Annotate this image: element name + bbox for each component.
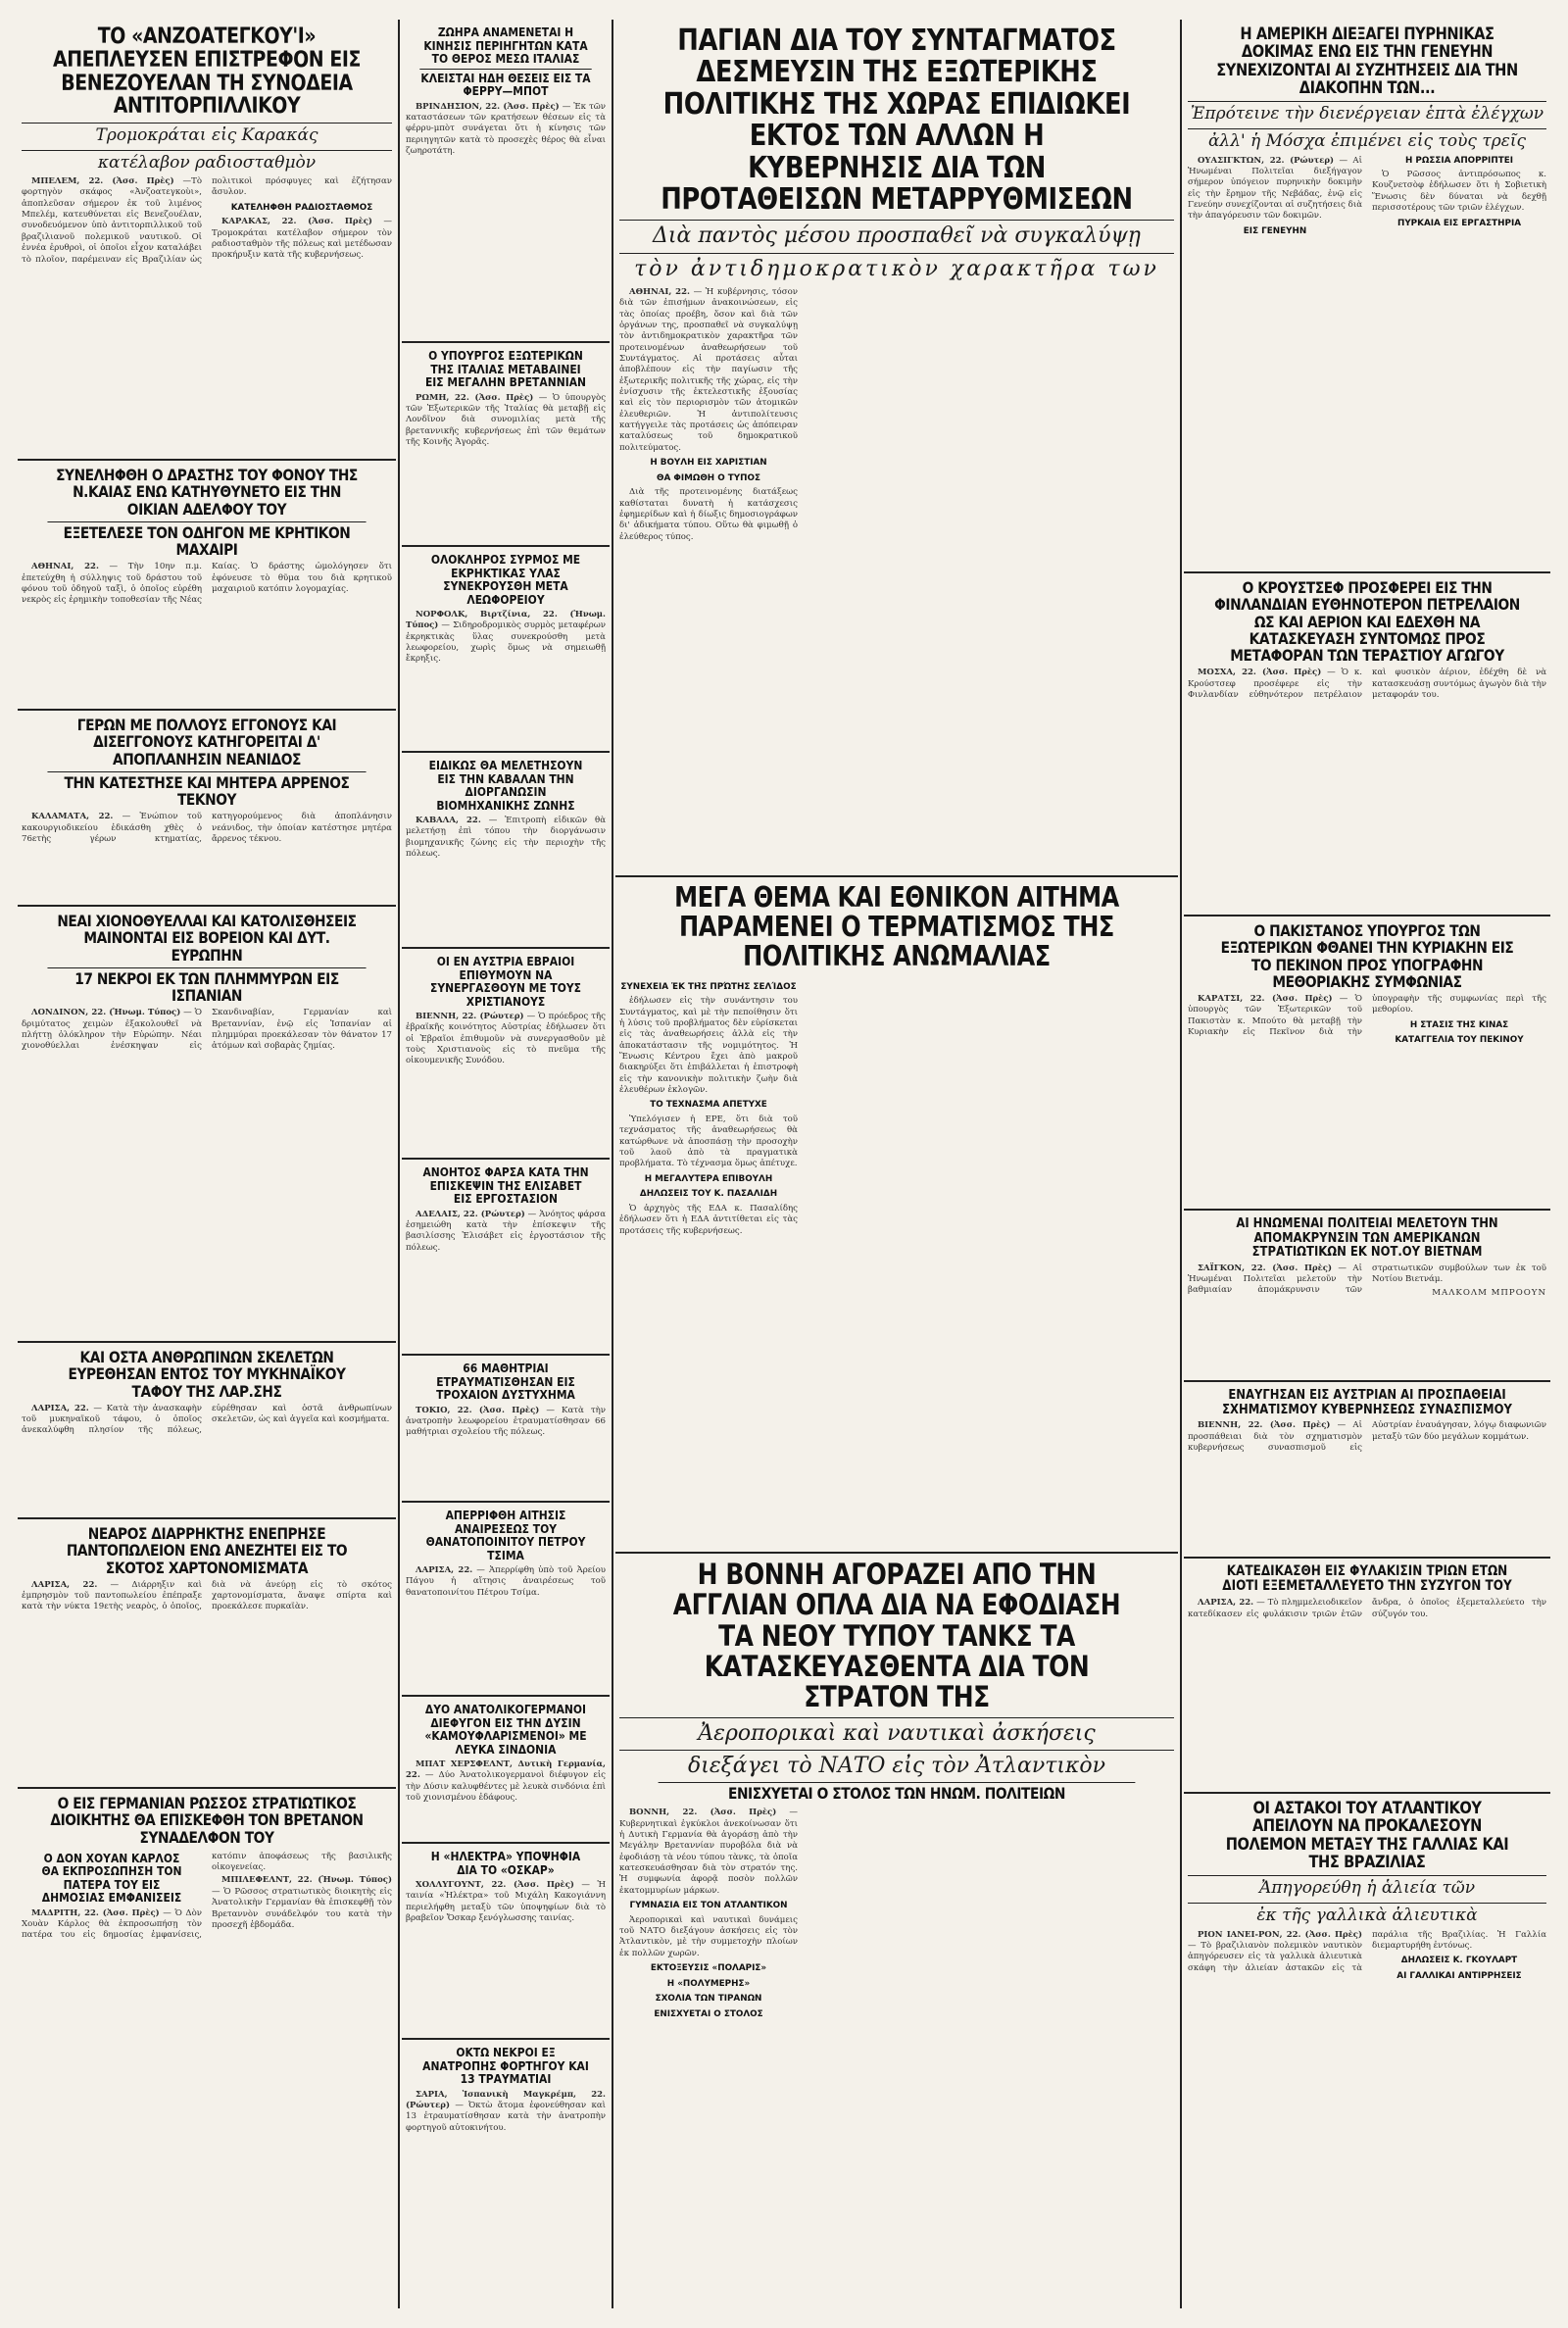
article-explosives — [402, 547, 610, 753]
article-tsima — [402, 1503, 610, 1697]
column-rule — [1180, 20, 1182, 2308]
article-body — [22, 1852, 392, 1942]
headline: ΖΩΗΡΑ ΑΝΑΜΕΝΕΤΑΙ Η ΚΙΝΗΣΙΣ ΠΕΡΙΗΓΗΤΩΝ ΚΑΤΑ ΤΟ ΘΕΡΟΣ ΜΕΣΩ ΙΤΑΛΙΑΣ — [423, 25, 588, 66]
article-body — [406, 1012, 606, 1067]
section-subhead: ΓΥΜΝΑΣΙΑ ΕΙΣ ΤΟΝ ΑΤΛΑΝΤΙΚΟΝ — [629, 1901, 788, 1911]
article-electra — [402, 1844, 610, 2040]
article-body — [619, 978, 1174, 1554]
dateline: ΣΑΡΙΑ, Ἰσπανικὴ Μαγκρέμπ, 22. (Ρώυτερ) — [406, 2089, 606, 2110]
article-body — [1188, 156, 1546, 238]
subheadline: ΚΛΕΙΣΤΑΙ ΗΔΗ ΘΕΣΕΙΣ ΕΙΣ ΤΑ ΦΕΡΡΥ—ΜΠΟΤ — [420, 70, 591, 98]
headline: ΑΠΕΡΡΙΦΘΗ ΑΙΤΗΣΙΣ ΑΝΑΙΡΕΣΕΩΣ ΤΟΥ ΘΑΝΑΤΟΠΟΙΝΙΤΟΥ ΠΕΤΡΟΥ ΤΣΙΜΑ — [425, 1508, 586, 1562]
article-body — [406, 816, 606, 860]
headline: Η «ΗΛΕΚΤΡΑ» ΥΠΟΨΗΦΙΑ ΔΙΑ ΤΟ «ΟΣΚΑΡ» — [430, 1849, 581, 1877]
article-body — [1188, 1420, 1546, 1454]
dateline: ΝΟΡΦΟΛΚ, Βιρτζίνια, 22. (Ἡνωμ. Τύπος) — [406, 610, 606, 631]
left-column — [18, 20, 396, 2308]
article-text: —Τρομοκράται κατέλαβον σήμερον τὸν ραδιοσταθμὸν τῆς πόλεως καὶ μετέδωσαν προκήρυξιν κατὰ τῆς κυβερνήσεως. — [212, 217, 392, 261]
article-body — [406, 393, 606, 449]
article-text: — Ὁ Ρῶσσος στρατιωτικὸς διοικητὴς εἰς Ἀνατολικὴν Γερμανίαν θὰ ἐπισκεφθῇ τὸν Βρεταννὸν συνάδελφόν του κατὰ τὴν προσεχῆ ἑβδομάδα. — [212, 1886, 392, 1930]
dateline: ΤΟΚΙΟ, 22. (Ἀσσ. Πρὲς) — [416, 1405, 540, 1415]
article-text: — Ἐνώπιον τοῦ κακουργιοδικείου ἐδικάσθη χθὲς ὁ 76ετὴς γέρων κτηματίας, κατηγορούμενος διὰ ἀποπλάνησιν νεάνιδος, τὴν ὁποίαν κατέστησε μητέρα ἄρρενος τέκνου. — [22, 812, 392, 845]
headline: Ο ΚΡΟΥΣΤΣΕΦ ΠΡΟΣΦΕΡΕΙ ΕΙΣ ΤΗΝ ΦΙΝΛΑΝΔΙΑΝ ΕΥΘΗΝΟΤΕΡΟΝ ΠΕΤΡΕΛΑΙΟΝ ΩΣ ΚΑΙ ΑΕΡΙΟΝ ΚΑΙ ΕΔΕΧΘΗ ΝΑ ΚΑΤΑΣΚΕΥΑΣΗ ΣΥΝΤΟΜΩΣ ΠΡΟΣ ΜΕΤΑΦΟΡΑΝ ΤΩΝ ΤΕΡΑΣΤΙΟΥ ΑΓΩΓΟΥ — [1214, 578, 1520, 666]
section-subhead: Η ΣΤΑΣΙΣ ΤΗΣ ΚΙΝΑΣ — [1409, 1019, 1509, 1030]
article-text: — Τὸ πλημμελειοδικεῖον κατεδίκασεν εἰς φυλάκισιν τριῶν ἐτῶν ἄνδρα, ὁ ὁποῖος ἐξεμεταλλεύετο τὴν σύζυγόν του. — [1188, 1598, 1546, 1619]
section-subhead: Η «ΠΟΛΥΜΕΡΗΣ» — [666, 1978, 751, 1989]
section-subhead: ΚΑΤΕΛΗΦΘΗ ΡΑΔΙΟΣΤΑΘΜΟΣ — [230, 202, 373, 213]
headline: Η ΑΜΕΡΙΚΗ ΔΙΕΞΑΓΕΙ ΠΥΡΗΝΙΚΑΣ ΔΟΚΙΜΑΣ ΕΝΩ ΕΙΣ ΤΗΝ ΓΕΝΕΥΗΝ ΣΥΝΕΧΙΖΟΝΤΑΙ ΑΙ ΣΥΖΗΤΗΣΕΙΣ ΔΙΑ ΤΗΝ ΔΙΑΚΟΠΗΝ ΤΩΝ... — [1216, 25, 1518, 99]
article-text: Διὰ τῆς προτεινομένης διατάξεως καθίσταται δυνατὴ ἡ κατάσχεσις ἐφημερίδων καὶ ἡ δίωξις δημοσιογράφων δι' ἀδικήματα τύπου. Οὕτω θὰ φιμωθῇ ὁ ἐλεύθερος τύπος. — [619, 487, 798, 542]
headline: ΑΝΟΗΤΟΣ ΦΑΡΣΑ ΚΑΤΑ ΤΗΝ ΕΠΙΣΚΕΨΙΝ ΤΗΣ ΕΛΙΣΑΒΕΤ ΕΙΣ ΕΡΓΟΣΤΑΣΙΟΝ — [422, 1164, 589, 1206]
article-text: — Διάρρηξιν καὶ ἐμπρησμὸν τοῦ παντοπωλείου ἐπέπραξε κατὰ τὴν νύκτα 19ετὴς νεαρὸς, ὁ ὁποῖος, διὰ νὰ ἀνεύρῃ εἰς τὸ σκότος χαρτονομίσματα, ἄναψε σπίρτα καὶ προεκάλεσε πυρκαϊὰν. — [22, 1579, 392, 1612]
article-text: — Ὁ ὑπουργὸς τῶν Ἐξωτερικῶν τῆς Ἰταλίας θὰ μεταβῇ εἰς Λονδῖνον διὰ συνομιλίας μετὰ τῆς βρεταννικῆς κυβερνήσεως ἐπὶ τῶν θεμάτων τῆς Κοινῆς Ἀγορᾶς. — [406, 392, 607, 447]
article-text: — Ἐκ τῶν καταστάσεων τῶν κρατήσεων θέσεων εἰς τὰ φέρρυ-μπὸτ συνάγεται ὅτι ἡ κίνησις τῶν περιηγητῶν κατὰ τὸ προσεχὲς θέρος θὰ εἶναι ζωηροτάτη. — [406, 101, 607, 156]
section-subhead: ΑΙ ΓΑΛΛΙΚΑΙ ΑΝΤΙΡΡΗΣΕΙΣ — [1396, 1970, 1522, 1981]
section-subhead: ΤΟ ΤΕΧΝΑΣΜΑ ΑΠΕΤΥΧΕ — [650, 1100, 767, 1111]
subheadline: κατέλαβον ραδιοσταθμὸν — [22, 150, 392, 173]
inner-headline: Ο ΔΟΝ ΧΟΥΑΝ ΚΑΡΛΟΣ ΘΑ ΕΚΠΡΟΣΩΠΗΣΗ ΤΟΝ ΠΑΤΕΡΑ ΤΟΥ ΕΙΣ ΔΗΜΟΣΙΑΣ ΕΜΦΑΝΙΣΕΙΣ — [41, 1850, 182, 1906]
article-italy-minister — [402, 343, 610, 547]
subheadline: Ἀεροπορικαὶ καὶ ναυτικαὶ ἀσκήσεις — [619, 1717, 1174, 1746]
headline: Η ΒΟΝΝΗ ΑΓΟΡΑΖΕΙ ΑΠΟ ΤΗΝ ΑΓΓΛΙΑΝ ΟΠΛΑ ΔΙΑ ΝΑ ΕΦΟΔΙΑΣΗ ΤΑ ΝΕΟΥ ΤΥΠΟΥ ΤΑΝΚΣ ΤΑ ΚΑΤΑΣΚΕΥΑΣΘΕΝΤΑ ΔΙΑ ΤΟΝ ΣΤΡΑΤΟΝ ΤΗΣ — [672, 1558, 1121, 1714]
dateline: ΚΑΒΑΛΑ, 22. — [416, 816, 481, 825]
column-rule — [612, 20, 613, 2308]
article-farce — [402, 1160, 610, 1356]
dateline: ΚΑΡΑΚΑΣ, 22. (Ἀσσ. Πρὲς) — [221, 217, 372, 227]
headline: Ο ΠΑΚΙΣΤΑΝΟΣ ΥΠΟΥΡΓΟΣ ΤΩΝ ΕΞΩΤΕΡΙΚΩΝ ΦΘΑΝΕΙ ΤΗΝ ΚΥΡΙΑΚΗΝ ΕΙΣ ΤΟ ΠΕΚΙΝΟΝ ΠΡΟΣ ΥΠΟΓΡΑΦΗΝ ΜΕΘΟΡΙΑΚΗΣ ΣΥΜΦΩΝΙΑΣ — [1220, 921, 1514, 991]
headline: ΝΕΑΙ ΧΙΟΝΟΘΥΕΛΛΑΙ ΚΑΙ ΚΑΤΟΛΙΣΘΗΣΕΙΣ ΜΑΙΝΟΝΤΑΙ ΕΙΣ ΒΟΡΕΙΟΝ ΚΑΙ ΔΥΤ. ΕΥΡΩΠΗΝ — [57, 912, 357, 965]
article-text: — Αἱ Ἡνωμέναι Πολιτεῖαι μελετοῦν τὴν βαθμιαίαν ἀπομάκρυνσιν τῶν στρατιωτικῶν συμβούλων των ἐκ τοῦ Νοτίου Βιετνάμ. — [1188, 1263, 1546, 1296]
article-text: — Ἡ ταινία «Ἠλέκτρα» τοῦ Μιχάλη Κακογιάννη περιελήφθη μεταξὺ τῶν ὑποψηφίων διὰ τὸ βραβεῖον Ὄσκαρ ξενόγλωσσης ταινίας. — [406, 1880, 607, 1924]
article-text: — Ὁ πρόεδρος τῆς ἑβραϊκῆς κοινότητος Αὐστρίας ἐδήλωσεν ὅτι οἱ Ἑβραῖοι ἐπιθυμοῦν νὰ συνεργασθοῦν μὲ τοὺς Χριστιανοὺς εἰς τὸ πνεῦμα τῆς οἰκουμενικῆς Συνόδου. — [406, 1012, 606, 1066]
dateline: ΒΙΕΝΝΗ, 22. (Ρώυτερ) — [416, 1012, 524, 1021]
article-body — [1188, 1263, 1546, 1300]
article-text: — Ὁ Δὸν Χουὰν Κάρλος θὰ ἐκπροσωπήσῃ τὸν πατέρα του εἰς δημοσίας ἐμφανίσεις, κατόπιν ἀποφάσεως τῆς βασιλικῆς οἰκογενείας. — [22, 1851, 392, 1941]
article-body — [22, 1404, 392, 1437]
dateline: ΑΘΗΝΑΙ, 22. — [31, 562, 99, 572]
headline: ΚΑΤΕΔΙΚΑΣΘΗ ΕΙΣ ΦΥΛΑΚΙΣΙΝ ΤΡΙΩΝ ΕΤΩΝ ΔΙΟΤΙ ΕΞΕΜΕΤΑΛΛΕΥΕΤΟ ΤΗΝ ΣΥΖΥΓΟΝ ΤΟΥ — [1222, 1563, 1512, 1595]
article-text: — Αἱ Ἡνωμέναι Πολιτεῖαι διεξήγαγον σήμερον ὑπόγειον πυρηνικὴν δοκιμὴν εἰς τὴν ἔρημον τῆς Νεβάδας, ἐνῷ εἰς Γενεύην συνεχίζονται αἱ συζητήσεις διὰ τὴν ἀπαγόρευσιν τῶν δοκιμῶν. — [1188, 155, 1362, 222]
article-text: —Τὸ φορτηγὸν σκάφος «Ἀνζοατεγκοὺι», ἀποπλεῦσαν σήμερον ἐκ τοῦ λιμένος Μπελέμ, κατευθύνεται εἰς Βενεζουέλαν, συνοδευόμενον ὑπὸ ἀντιτορπιλλικοῦ τοῦ βραζιλιανοῦ πολεμικοῦ ναυτικοῦ. Οἱ ἐννέα ἐρυθροὶ, οἱ ὁποῖοι εἶχον καταλάβει τὸ πλοῖον, παρέμειναν εἰς Βραζιλίαν ὡς πολιτικοὶ πρόσφυγες καὶ ἐζήτησαν ἄσυλον. — [22, 176, 392, 265]
article-text: — Τὸ βραζιλιανὸν πολεμικὸν ναυτικὸν ἀπηγόρευσεν εἰς τὰ γαλλικὰ ἁλιευτικὰ σκάφη τὴν ἁλιείαν ἀστακῶν εἰς τὰ παράλια τῆς Βραζιλίας. Ἡ Γαλλία διεμαρτυρήθη ἐντόνως. — [1188, 1929, 1546, 1973]
headline: ΠΑΓΙΑΝ ΔΙΑ ΤΟΥ ΣΥΝΤΑΓΜΑΤΟΣ ΔΕΣΜΕΥΣΙΝ ΤΗΣ ΕΞΩΤΕΡΙΚΗΣ ΠΟΛΙΤΙΚΗΣ ΤΗΣ ΧΩΡΑΣ ΕΠΙΔΙΩΚΕΙ ΕΚΤΟΣ ΤΩΝ ΑΛΛΩΝ Η ΚΥΒΕΡΝΗΣΙΣ ΔΙΑ ΤΩΝ ΠΡΟΤΑΘΕΙΣΩΝ ΜΕΤΑΡΡΥΘΜΙΣΕΩΝ — [661, 24, 1133, 217]
section-subhead: ΔΗΛΩΣΕΙΣ Κ. ΓΚΟΥΛΑΡΤ — [1400, 1956, 1518, 1966]
dateline: ΜΟΣΧΑ, 22. (Ἀσσ. Πρὲς) — [1198, 668, 1322, 678]
article-snow — [18, 907, 396, 1343]
article-russian-commander — [18, 1789, 396, 1950]
article-text: — Ἀνόητος φάρσα ἐσημειώθη κατὰ τὴν ἐπίσκεψιν τῆς βασιλίσσης Ἐλισάβετ εἰς ἐργοστάσιον τῆς πόλεως. — [406, 1209, 607, 1253]
dateline: ΜΠΙΛΕΦΕΛΝΤ, 22. (Ἡνωμ. Τύπος) — [221, 1875, 392, 1886]
center-column — [615, 20, 1178, 2308]
article-mycenae — [18, 1343, 396, 1519]
section-subhead: ΠΥΡΚΑΙΑ ΕΙΣ ΕΡΓΑΣΤΗΡΙΑ — [1396, 218, 1522, 228]
article-old-man — [18, 711, 396, 907]
article-kavala — [402, 753, 610, 949]
article-text: Ὁ ἀρχηγὸς τῆς ΕΔΑ κ. Πασαλίδης ἐδήλωσεν ὅτι ἡ ΕΔΑ ἀντιτίθεται εἰς τὰς προτάσεις τῆς κυβερνήσεως. — [619, 1203, 798, 1236]
subheadline: ΤΗΝ ΚΑΤΕΣΤΗΣΕ ΚΑΙ ΜΗΤΕΡΑ ΑΡΡΕΝΟΣ ΤΕΚΝΟΥ — [47, 771, 366, 809]
headline: ΑΙ ΗΝΩΜΕΝΑΙ ΠΟΛΙΤΕΙΑΙ ΜΕΛΕΤΟΥΝ ΤΗΝ ΑΠΟΜΑΚΡΥΝΣΙΝ ΤΩΝ ΑΜΕΡΙΚΑΝΩΝ ΣΤΡΑΤΙΩΤΙΚΩΝ ΕΚ ΝΟΤ.ΟΥ ΒΙΕΤΝΑΜ — [1236, 1215, 1498, 1261]
subheadline: τὸν ἀντιδημοκρατικὸν χαρακτῆρα των — [619, 253, 1174, 281]
article-body — [1188, 1598, 1546, 1621]
subheadline: Τρομοκράται εἰς Καρακάς — [22, 123, 392, 146]
article-body — [406, 1210, 606, 1254]
article-body — [22, 1580, 392, 1614]
dateline: ΑΔΕΛΑΙΣ, 22. (Ρώυτερ) — [416, 1209, 525, 1219]
headline: ΜΕΓΑ ΘΕΜΑ ΚΑΙ ΕΘΝΙΚΟΝ ΑΙΤΗΜΑ ΠΑΡΑΜΕΝΕΙ Ο ΤΕΡΜΑΤΙΣΜΟΣ ΤΗΣ ΠΟΛΙΤΙΚΗΣ ΑΝΩΜΑΛΙΑΣ — [674, 881, 1119, 973]
article-body — [406, 610, 606, 666]
article-text: Ἀεροπορικαὶ καὶ ναυτικαὶ δυνάμεις τοῦ ΝΑΤΟ διεξάγουν ἀσκήσεις εἰς τὸν Ἀτλαντικὸν, μὲ τὴν συμμετοχὴν πλοίων ἐκ πολλῶν χωρῶν. — [619, 1914, 798, 1958]
article-lobsters — [1184, 1794, 1550, 1990]
article-text: — Ἀπερρίφθη ὑπὸ τοῦ Ἀρείου Πάγου ἡ αἴτησις ἀναιρέσεως τοῦ θανατοποινίτου Πέτρου Τσίμα. — [406, 1565, 606, 1598]
article-body — [22, 176, 392, 266]
dateline: ΒΡΙΝΔΗΣΙΟΝ, 22. (Ἀσσ. Πρὲς) — [416, 101, 560, 112]
dateline: ΧΟΛΛΥΓΟΥΝΤ, 22. (Ἀσσ. Πρὲς) — [416, 1880, 574, 1890]
article-body — [406, 1406, 606, 1439]
dateline: ΜΠΑΤ ΧΕΡΣΦΕΛΝΤ, Δυτικὴ Γερμανία, 22. — [406, 1759, 606, 1781]
subheadline: Διὰ παντὸς μέσου προσπαθεῖ νὰ συγκαλύψῃ — [619, 220, 1174, 248]
article-text: — Κυβερνητικαὶ ἐγκύκλοι ἀνεκοίνωσαν ὅτι ἡ Δυτικὴ Γερμανία θὰ ἀγοράσῃ ἀπὸ τὴν Μεγάλην Βρεταννίαν πυροβόλα διὰ νὰ ἐφοδιάσῃ τὰ νέου τύπου τὰνκς, τὰ ὁποῖα κατεσκευάσθησαν διὰ τὸν στρατόν της. Ἡ συμφωνία ἀφορᾷ ποσὸν πολλῶν ἑκατομμυρίων μάρκων. — [619, 1808, 798, 1896]
article-political-anomaly — [615, 877, 1178, 1554]
subheadline: διεξάγει τὸ ΝΑΤΟ εἰς τὸν Ἀτλαντικὸν — [619, 1750, 1174, 1778]
dateline: ΛΑΡΙΣΑ, 22. — [1198, 1598, 1254, 1609]
article-students — [402, 1356, 610, 1503]
article-body — [406, 2090, 606, 2134]
article-text: — Ὁ ὑπουργὸς τῶν Ἐξωτερικῶν τοῦ Πακιστὰν κ. Μπούτο θὰ μεταβῇ τὴν Κυριακὴν εἰς Πεκῖνον διὰ τὴν ὑπογραφὴν τῆς συμφωνίας περὶ τῆς μεθορίου. — [1188, 994, 1546, 1038]
article-body — [406, 1880, 606, 1924]
headline: ΟΛΟΚΛΗΡΟΣ ΣΥΡΜΟΣ ΜΕ ΕΚΡΗΚΤΙΚΑΣ ΥΛΑΣ ΣΥΝΕΚΡΟΥΣΘΗ ΜΕΤΑ ΛΕΩΦΟΡΕΙΟΥ — [430, 552, 581, 607]
subheadline: 17 ΝΕΚΡΟΙ ΕΚ ΤΩΝ ΠΛΗΜΜΥΡΩΝ ΕΙΣ ΙΣΠΑΝΙΑΝ — [47, 967, 366, 1005]
article-body — [22, 1008, 392, 1053]
article-body — [619, 287, 1174, 877]
dateline: ΣΑΪΓΚΟΝ, 22. (Ἀσσ. Πρὲς) — [1198, 1263, 1332, 1273]
dateline: ΛΑΡΙΣΑ, 22. — [416, 1565, 473, 1575]
subheadline: Ἐπρότεινε τὴν διενέργειαν ἑπτὰ ἐλέγχων — [1188, 101, 1546, 124]
continuation-label: ΣΥΝΕΧΕΙΑ ἘΚ ΤΗ͂Σ ΠΡΏΤΗΣ ΣΕΛΊΔΟΣ — [620, 981, 797, 992]
article-constitution — [615, 20, 1178, 877]
article-text: — Ὁ κ. Κρούστσεφ προσέφερε εἰς τὴν Φινλανδίαν εὐθηνότερον πετρέλαιον καὶ φυσικὸν ἀέριον, ἐδέχθη δὲ νὰ κατασκευάσῃ συντόμως ἀγωγὸν διὰ τὴν μεταφοράν του. — [1188, 668, 1546, 701]
article-text: — Σιδηροδρομικὸς συρμὸς μεταφέρων ἐκρηκτικὰς ὕλας συνεκρούσθη μετὰ λεωφορείου, χωρὶς ὅμως νὰ σημειωθῇ ἔκρηξις. — [406, 620, 607, 665]
article-text: — Τὴν 10ην π.μ. ἐπετεύχθη ἡ σύλληψις τοῦ δράστου τοῦ φόνου τοῦ ὁδηγοῦ ταξὶ, ὁ ὁποῖος εὑρέθη νεκρὸς εἰς ἐρημικὴν τοποθεσίαν τῆς Νέας Καίας. Ὁ δράστης ὡμολόγησεν ὅτι ἐφόνευσε τὸ θῦμα του διὰ κρητικοῦ μαχαιριοῦ κατόπιν λογομαχίας. — [22, 562, 392, 606]
dateline: ΛΑΡΙΣΑ, 22. — [31, 1403, 89, 1413]
article-body — [1188, 1930, 1546, 1983]
article-pakistan — [1184, 916, 1550, 1211]
article-truck — [402, 2040, 610, 2144]
article-wife-exploitation — [1184, 1559, 1550, 1794]
article-text: — Αἱ προσπάθειαι διὰ τὸν σχηματισμὸν κυβερνήσεως συνασπισμοῦ εἰς Αὐστρίαν ἐναυάγησαν, λόγῳ διαφωνιῶν μεταξὺ τῶν δύο μεγάλων κομμάτων. — [1188, 1420, 1546, 1453]
article-finland-oil — [1184, 573, 1550, 916]
section-subhead: Η ΜΕΓΑΛΥΤΕΡΑ ΕΠΙΒΟΥΛΗ — [644, 1173, 773, 1184]
article-text: — Κατὰ τὴν ἀνατροπὴν λεωφορείου ἐτραυματίσθησαν 66 μαθήτριαι σχολείου τῆς πόλεως. — [406, 1405, 607, 1438]
right-column — [1184, 20, 1550, 2308]
article-body — [1188, 668, 1546, 702]
article-text: — Ἡ κυβέρνησις, τόσον διὰ τῶν ἐπισήμων ἀνακοινώσεων, εἰς τὰς ὁποίας προέβη, ὅσον καὶ διὰ τῶν ὀργάνων της, προσπαθεῖ νὰ συγκαλύψῃ τὸν ἀντιδημοκρατικὸν χαρακτῆρα τῶν προτεινομένων ἀναθεωρήσεων τοῦ Συντάγματος. Αἱ προτάσεις αὗται ἀποβλέπουν εἰς τὴν παγίωσιν τῆς ἐξωτερικῆς πολιτικῆς τῆς χώρας, εἰς τὴν ἐνίσχυσιν τῆς ἐκτελεστικῆς ἐξουσίας καὶ εἰς τὸν περιορισμὸν τῶν ἀτομικῶν ἐλευθεριῶν. Ἡ ἀντιπολίτευσις κατήγγειλε τὰς προτάσεις ὡς ἀπόπειραν καταλύσεως τοῦ δημοκρατικοῦ πολιτεύματος. — [619, 286, 798, 453]
article-tourism — [402, 20, 610, 343]
article-bonn-tanks — [615, 1554, 1178, 2305]
headline: ΚΑΙ ΟΣΤΑ ΑΝΘΡΩΠΙΝΩΝ ΣΚΕΛΕΤΩΝ ΕΥΡΕΘΗΣΑΝ ΕΝΤΟΣ ΤΟΥ ΜΥΚΗΝΑΪΚΟΥ ΤΑΦΟΥ ΤΗΣ ΛΑΡ.ΣΗΣ — [68, 1348, 346, 1401]
subheadline: ΕΝΙΣΧΥΕΤΑΙ Ο ΣΤΟΛΟΣ ΤΩΝ ΗΝΩΜ. ΠΟΛΙΤΕΙΩΝ — [659, 1782, 1136, 1802]
headline: ΟΙ ΑΣΤΑΚΟΙ ΤΟΥ ΑΤΛΑΝΤΙΚΟΥ ΑΠΕΙΛΟΥΝ ΝΑ ΠΡΟΚΑΛΕΣΟΥΝ ΠΟΛΕΜΟΝ ΜΕΤΑΞΥ ΤΗΣ ΓΑΛΛΙΑΣ ΚΑΙ ΤΗΣ ΒΡΑΖΙΛΙΑΣ — [1225, 1799, 1509, 1873]
dateline: ΜΠΕΛΕΜ, 22. (Ἀσσ. Πρὲς) — [31, 176, 174, 187]
article-anzoategui — [18, 20, 396, 461]
article-nuclear-tests — [1184, 20, 1550, 573]
byline: ΜΑΛΚΟΛΜ ΜΠΡΟΟΥΝ — [1432, 1288, 1546, 1299]
article-text: Ὁ Ρῶσσος ἀντιπρόσωπος κ. Κουζνετσὸφ ἐδήλωσεν ὅτι ἡ Σοβιετικὴ Ἕνωσις δὲν δύναται νὰ δεχθῇ περισσοτέρους τῶν τριῶν ἐλέγχων. — [1372, 170, 1546, 214]
section-subhead: ΔΗΛΩΣΕΙΣ ΤΟΥ Κ. ΠΑΣΑΛΙΔΗ — [639, 1189, 778, 1200]
article-body — [406, 1759, 606, 1804]
section-subhead: ΕΚΤΟΞΕΥΣΙΣ «ΠΟΛΑΡΙΣ» — [650, 1963, 767, 1974]
section-subhead: ΚΑΤΑΓΓΕΛΙΑ ΤΟΥ ΠΕΚΙΝΟΥ — [1395, 1035, 1524, 1046]
dateline: ΑΘΗΝΑΙ, 22. — [629, 286, 690, 297]
article-austria-jews — [402, 949, 610, 1160]
section-subhead: ΕΙΣ ΓΕΝΕΥΗΝ — [1243, 225, 1307, 236]
article-austria-government — [1184, 1382, 1550, 1559]
subheadline: ἀλλ' ἡ Μόσχα ἐπιμένει εἰς τοὺς τρεῖς — [1188, 128, 1546, 152]
article-body — [1188, 994, 1546, 1047]
article-text: — Κατὰ τὴν ἀνασκαφὴν τοῦ μυκηναϊκοῦ τάφου, ὁ ὁποῖος ἀνεκαλύφθη πλησίον τῆς πόλεως, εὑρέθησαν καὶ ὀστᾶ ἀνθρωπίνων σκελετῶν, ὡς καὶ ἀγγεῖα καὶ κοσμήματα. — [22, 1403, 392, 1436]
subheadline: ΕΞΕΤΕΛΕΣΕ ΤΟΝ ΟΔΗΓΟΝ ΜΕ ΚΡΗΤΙΚΟΝ ΜΑΧΑΙΡΙ — [47, 521, 366, 559]
dateline: ΛΑΡΙΣΑ, 22. — [31, 1579, 98, 1590]
headline: ΣΥΝΕΛΗΦΘΗ Ο ΔΡΑΣΤΗΣ ΤΟΥ ΦΟΝΟΥ ΤΗΣ Ν.ΚΑΙΑΣ ΕΝΩ ΚΑΤΗΥΘΥΝΕΤΟ ΕΙΣ ΤΗΝ ΟΙΚΙΑΝ ΑΔΕΛΦΟΥ ΤΟΥ — [56, 466, 358, 519]
headline: ΓΕΡΩΝ ΜΕ ΠΟΛΛΟΥΣ ΕΓΓΟΝΟΥΣ ΚΑΙ ΔΙΣΕΓΓΟΝΟΥΣ ΚΑΤΗΓΟΡΕΙΤΑΙ Δ' ΑΠΟΠΛΑΝΗΣΙΝ ΝΕΑΝΙΔΟΣ — [76, 716, 337, 768]
dateline: ΜΑΔΡΙΤΗ, 22. (Ἀσσ. Πρὲς) — [31, 1907, 160, 1918]
article-burglar — [18, 1519, 396, 1789]
article-body — [22, 562, 392, 606]
article-body — [619, 1808, 1174, 2298]
article-text: — Ὁ δριμύτατος χειμὼν ἐξακολουθεῖ νὰ πλήττῃ ὁλόκληρον τὴν Εὐρώπην. Νέαι χιονοθύελλαι ἐνέσκηψαν εἰς Σκανδιναβίαν, Γερμανίαν καὶ Βρεταννίαν, ἐνῷ εἰς Ἱσπανίαν αἱ πλημμύραι προεκάλεσαν τὸν θάνατον 17 ἀτόμων καὶ σοβαρὰς ζημίας. — [22, 1008, 392, 1052]
dateline: ΚΑΛΑΜΑΤΑ, 22. — [31, 812, 114, 822]
headline: ΝΕΑΡΟΣ ΔΙΑΡΡΗΚΤΗΣ ΕΝΕΠΡΗΣΕ ΠΑΝΤΟΠΩΛΕΙΟΝ ΕΝΩ ΑΝΕΖΗΤΕΙ ΕΙΣ ΤΟ ΣΚΟΤΟΣ ΧΑΡΤΟΝΟΜΙΣΜΑΤΑ — [66, 1524, 348, 1577]
subheadline: ἐκ τῆς γαλλικὰ ἁλιευτικὰ — [1188, 1903, 1546, 1926]
section-subhead: ΕΝΙΣΧΥΕΤΑΙ Ο ΣΤΟΛΟΣ — [654, 2008, 763, 2019]
article-text: ἐδήλωσεν εἰς τὴν συνάντησιν του Συντάγματος, καὶ μὲ τὴν πεποίθησιν ὅτι ἡ λύσις τοῦ προβλήματος δὲν εὑρίσκεται εἰς τὰς ἀναθεωρήσεις ἀλλὰ εἰς τὴν ἀποκατάστασιν τῆς νομιμότητος. Ἡ Ἕνωσις Κέντρου ἔχει ἀπὸ μακροῦ διακηρύξει ὅτι ἐπιβάλλεται ἡ ἐπιστροφὴ εἰς τὴν κανονικὴν πολιτικὴν ζωὴν διὰ ἐλευθέρων ἐκλογῶν. — [619, 996, 798, 1096]
headline: Ο ΥΠΟΥΡΓΟΣ ΕΞΩΤΕΡΙΚΩΝ ΤΗΣ ΙΤΑΛΙΑΣ ΜΕΤΑΒΑΙΝΕΙ ΕΙΣ ΜΕΓΑΛΗΝ ΒΡΕΤΑΝΝΙΑΝ — [424, 348, 587, 389]
dateline: ΒΙΕΝΝΗ, 22. (Ἀσσ. Πρὲς) — [1198, 1420, 1331, 1431]
headline: ΤΟ «ΑΝΖΟΑΤΕΓΚΟΥ'Ι» ΑΠΕΠΛΕΥΣΕΝ ΕΠΙΣΤΡΕΦΟΝ ΕΙΣ ΒΕΝΕΖΟΥΕΛΑΝ ΤΗ ΣΥΝΟΔΕΙΑ ΑΝΤΙΤΟΡΠΙΛΛΙΚΟΥ — [53, 25, 361, 120]
headline: ΟΙ ΕΝ ΑΥΣΤΡΙΑ ΕΒΡΑΙΟΙ ΕΠΙΘΥΜΟΥΝ ΝΑ ΣΥΝΕΡΓΑΣΘΟΥΝ ΜΕ ΤΟΥΣ ΧΡΙΣΤΙΑΝΟΥΣ — [429, 954, 582, 1009]
article-body — [22, 812, 392, 846]
article-text: — Δύο Ἀνατολικογερμανοὶ διέφυγον εἰς τὴν Δύσιν καλυφθέντες μὲ λευκὰ σινδόνια ἐπὶ τοῦ χιονισμένου ἐδάφους. — [406, 1770, 606, 1804]
headline: Ο ΕΙΣ ΓΕΡΜΑΝΙΑΝ ΡΩΣΣΟΣ ΣΤΡΑΤΙΩΤΙΚΟΣ ΔΙΟΙΚΗΤΗΣ ΘΑ ΕΠΙΣΚΕΦΘΗ ΤΟΝ ΒΡΕΤΑΝΟΝ ΣΥΝΑΔΕΛΦΟΝ ΤΟΥ — [50, 1794, 364, 1847]
section-subhead: Η ΒΟΥΛΗ ΕΙΣ ΧΑΡΙΣΤΙΑΝ — [650, 458, 767, 469]
subheadline: Ἀπηγορεύθη ἡ ἁλιεία τῶν — [1188, 1875, 1546, 1899]
article-body — [406, 102, 606, 158]
dateline: ΟΥΑΣΙΓΚΤΩΝ, 22. (Ρώυτερ) — [1198, 155, 1335, 166]
section-subhead: ΘΑ ΦΙΜΩΘΗ Ο ΤΥΠΟΣ — [657, 472, 760, 483]
column-rule — [398, 20, 400, 2308]
headline: ΕΝΑΥΓΗΣΑΝ ΕΙΣ ΑΥΣΤΡΙΑΝ ΑΙ ΠΡΟΣΠΑΘΕΙΑΙ ΣΧΗΜΑΤΙΣΜΟΥ ΚΥΒΕΡΝΗΣΕΩΣ ΣΥΝΑΣΠΙΣΜΟΥ — [1222, 1387, 1512, 1417]
dateline: ΒΟΝΝΗ, 22. (Ἀσσ. Πρὲς) — [629, 1808, 777, 1818]
section-subhead: ΣΧΟΛΙΑ ΤΩΝ ΤΙΡΑΝΩΝ — [655, 1994, 762, 2005]
dateline: ΛΟΝΔΙΝΟΝ, 22. (Ἡνωμ. Τύπος) — [31, 1008, 181, 1018]
dateline: ΚΑΡΑΤΣΙ, 22. (Ἀσσ. Πρὲς) — [1198, 994, 1333, 1005]
dateline: ΡΙΟΝ ΙΑΝΕΙ-ΡΟΝ, 22. (Ἀσσ. Πρὲς) — [1198, 1929, 1362, 1940]
article-body — [406, 1565, 606, 1599]
article-camouflage — [402, 1697, 610, 1844]
article-text: — Ὀκτὼ ἄτομα ἐφονεύθησαν καὶ 13 ἐτραυματίσθησαν κατὰ τὴν ἀνατροπὴν φορτηγοῦ αὐτοκινήτου. — [406, 2100, 606, 2133]
headline: 66 ΜΑΘΗΤΡΙΑΙ ΕΤΡΑΥΜΑΤΙΣΘΗΣΑΝ ΕΙΣ ΤΡΟΧΑΙΟΝ ΔΥΣΤΥΧΗΜΑ — [436, 1361, 575, 1402]
dateline: ΡΩΜΗ, 22. (Ἀσσ. Πρὲς) — [416, 392, 534, 403]
headline: ΔΥΟ ΑΝΑΤΟΛΙΚΟΓΕΡΜΑΝΟΙ ΔΙΕΦΥΓΟΝ ΕΙΣ ΤΗΝ ΔΥΣΙΝ «ΚΑΜΟΥΦΛΑΡΙΣΜΕΝΟΙ» ΜΕ ΛΕΥΚΑ ΣΙΝΔΟΝΙΑ — [424, 1702, 587, 1757]
article-text: — Ἐπιτροπὴ εἰδικῶν θὰ μελετήσῃ ἐπὶ τόπου τὴν διοργάνωσιν βιομηχανικῆς ζώνης εἰς τὴν περιοχὴν τῆς πόλεως. — [406, 816, 607, 860]
article-murder — [18, 461, 396, 711]
headline: ΟΚΤΩ ΝΕΚΡΟΙ ΕΞ ΑΝΑΤΡΟΠΗΣ ΦΟΡΤΗΓΟΥ ΚΑΙ 13 ΤΡΑΥΜΑΤΙΑΙ — [422, 2045, 589, 2086]
article-vietnam — [1184, 1211, 1550, 1382]
section-subhead: Η ΡΩΣΣΙΑ ΑΠΟΡΡΙΠΤΕΙ — [1405, 155, 1513, 166]
headline: ΕΙΔΙΚΩΣ ΘΑ ΜΕΛΕΤΗΣΟΥΝ ΕΙΣ ΤΗΝ ΚΑΒΑΛΑΝ ΤΗΝ ΔΙΟΡΓΑΝΩΣΙΝ ΒΙΟΜΗΧΑΝΙΚΗΣ ΖΩΝΗΣ — [428, 758, 583, 813]
article-text: Ὑπελόγισεν ἡ ΕΡΕ, ὅτι διὰ τοῦ τεχνάσματος τῆς ἀναθεωρήσεως θὰ κατώρθωνε νὰ ἀποσπάσῃ τὴν προσοχὴν τοῦ λαοῦ ἀπὸ τὰ πραγματικὰ προβλήματα. Τὸ τέχνασμα ὅμως ἀπέτυχε. — [619, 1114, 798, 1169]
middle-left-column — [402, 20, 610, 2308]
